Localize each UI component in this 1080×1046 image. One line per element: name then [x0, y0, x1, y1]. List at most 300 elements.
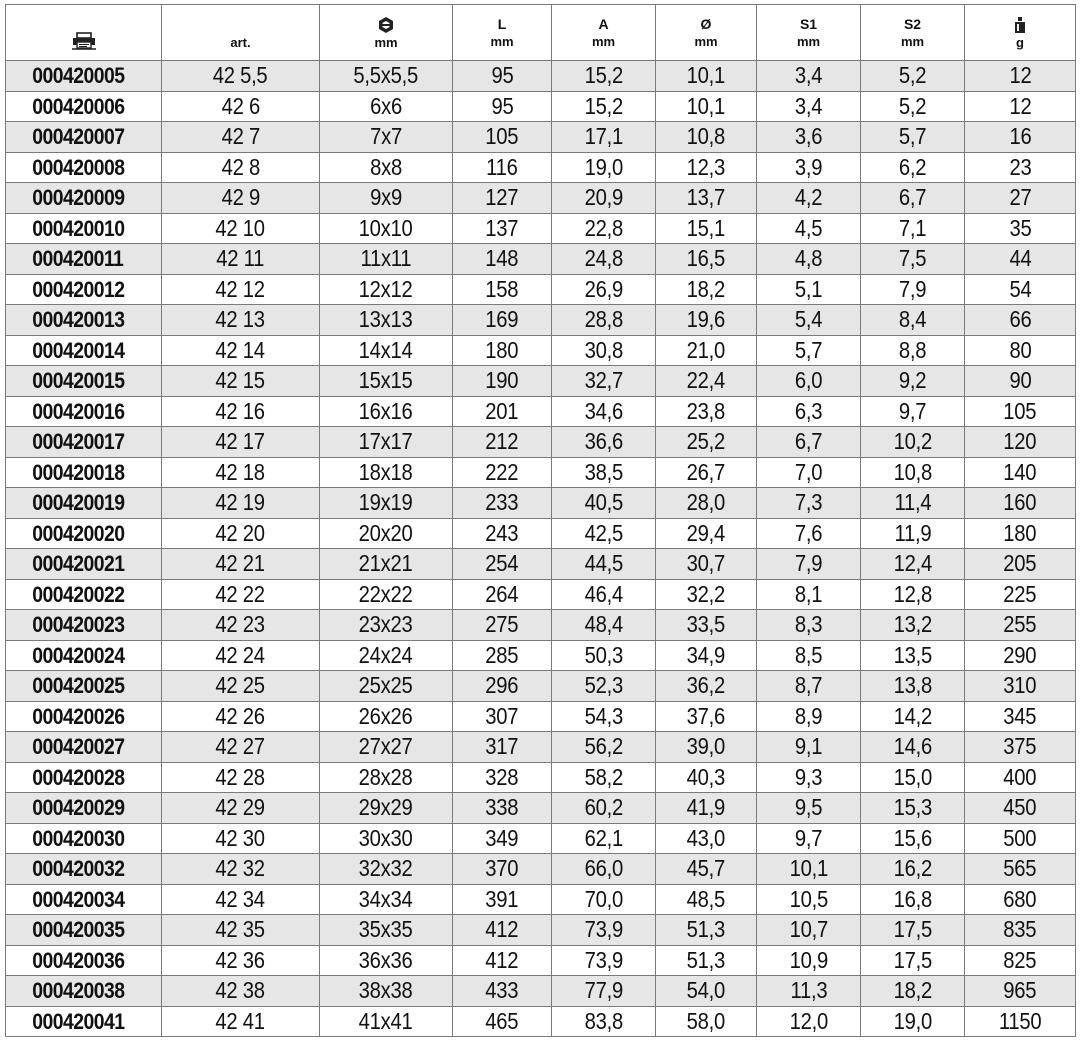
cell-size: 35x35: [320, 915, 453, 946]
cell-s2: 5,2: [861, 61, 965, 92]
cell-article: 42 38: [162, 976, 320, 1007]
table-row: [6, 854, 1076, 885]
cell-code: 000420024: [6, 640, 162, 671]
cell-code: 000420017: [6, 427, 162, 458]
cell-s1: 7,0: [757, 457, 861, 488]
cell-s2: 5,7: [861, 122, 965, 153]
cell-diameter: 22,4: [656, 366, 757, 397]
cell-size: 34x34: [320, 884, 453, 915]
cell-a: 44,5: [552, 549, 656, 580]
cell-s1: 6,0: [757, 366, 861, 397]
cell-length: 95: [453, 91, 552, 122]
cell-diameter: 29,4: [656, 518, 757, 549]
cell-size: 26x26: [320, 701, 453, 732]
cell-weight: 835: [965, 915, 1076, 946]
cell-s1: 4,8: [757, 244, 861, 275]
cell-code: 000420012: [6, 274, 162, 305]
cell-length: 254: [453, 549, 552, 580]
cell-weight: 90: [965, 366, 1076, 397]
cell-s2: 18,2: [861, 976, 965, 1007]
cell-a: 60,2: [552, 793, 656, 824]
cell-weight: 345: [965, 701, 1076, 732]
table-row: [6, 976, 1076, 1007]
cell-size: 24x24: [320, 640, 453, 671]
cell-weight: 27: [965, 183, 1076, 214]
cell-code: 000420009: [6, 183, 162, 214]
cell-weight: 825: [965, 945, 1076, 976]
header-a-label: A: [598, 15, 609, 32]
table-row: [6, 732, 1076, 763]
table-row: [6, 823, 1076, 854]
cell-length: 233: [453, 488, 552, 519]
cell-article: 42 21: [162, 549, 320, 580]
cell-code: 000420007: [6, 122, 162, 153]
cell-s1: 11,3: [757, 976, 861, 1007]
cell-a: 52,3: [552, 671, 656, 702]
cell-article: 42 13: [162, 305, 320, 336]
cell-size: 21x21: [320, 549, 453, 580]
cell-s2: 16,8: [861, 884, 965, 915]
cell-code: 000420011: [6, 244, 162, 275]
cell-weight: 105: [965, 396, 1076, 427]
table-row: [6, 274, 1076, 305]
cell-s1: 9,7: [757, 823, 861, 854]
table-row: [6, 61, 1076, 92]
cell-s2: 9,7: [861, 396, 965, 427]
cell-weight: 16: [965, 122, 1076, 153]
cell-size: 7x7: [320, 122, 453, 153]
cell-s2: 15,3: [861, 793, 965, 824]
cell-s2: 5,2: [861, 91, 965, 122]
cell-s1: 9,5: [757, 793, 861, 824]
cell-size: 12x12: [320, 274, 453, 305]
hex-socket-icon: [320, 14, 452, 34]
cell-article: 42 6: [162, 91, 320, 122]
cell-article: 42 18: [162, 457, 320, 488]
cell-weight: 66: [965, 305, 1076, 336]
cell-article: 42 16: [162, 396, 320, 427]
header-diameter-label: Ø: [700, 15, 712, 32]
cell-s1: 10,9: [757, 945, 861, 976]
table-row: [6, 549, 1076, 580]
cell-article: 42 17: [162, 427, 320, 458]
cell-weight: 500: [965, 823, 1076, 854]
header-length: [453, 5, 552, 61]
cell-a: 73,9: [552, 915, 656, 946]
cell-article: 42 24: [162, 640, 320, 671]
cell-a: 40,5: [552, 488, 656, 519]
cell-article: 42 28: [162, 762, 320, 793]
cell-a: 58,2: [552, 762, 656, 793]
table-row: [6, 762, 1076, 793]
cell-length: 412: [453, 945, 552, 976]
cell-code: 000420021: [6, 549, 162, 580]
header-size: [320, 5, 453, 61]
header-weight-unit: g: [1016, 34, 1024, 50]
cell-article: 42 35: [162, 915, 320, 946]
cell-code: 000420032: [6, 854, 162, 885]
cell-code: 000420019: [6, 488, 162, 519]
cell-diameter: 10,1: [656, 91, 757, 122]
header-diameter: [656, 5, 757, 61]
cell-a: 54,3: [552, 701, 656, 732]
cell-s2: 15,0: [861, 762, 965, 793]
cell-diameter: 45,7: [656, 854, 757, 885]
cell-size: 32x32: [320, 854, 453, 885]
cell-code: 000420005: [6, 61, 162, 92]
cell-s1: 10,5: [757, 884, 861, 915]
cell-length: 285: [453, 640, 552, 671]
cell-weight: 565: [965, 854, 1076, 885]
cell-s1: 3,4: [757, 61, 861, 92]
cell-s1: 8,3: [757, 610, 861, 641]
cell-length: 95: [453, 61, 552, 92]
cell-code: 000420038: [6, 976, 162, 1007]
header-length-label: L: [497, 15, 507, 32]
cell-s1: 5,4: [757, 305, 861, 336]
cell-article: 42 7: [162, 122, 320, 153]
cell-a: 15,2: [552, 61, 656, 92]
cell-a: 42,5: [552, 518, 656, 549]
cell-s2: 6,2: [861, 152, 965, 183]
header-diameter-unit: mm: [694, 33, 718, 49]
cell-diameter: 28,0: [656, 488, 757, 519]
cell-weight: 44: [965, 244, 1076, 275]
header-s1-label: S1: [799, 15, 818, 32]
cell-size: 23x23: [320, 610, 453, 641]
cell-weight: 375: [965, 732, 1076, 763]
cell-size: 10x10: [320, 213, 453, 244]
cell-size: 11x11: [320, 244, 453, 275]
cell-s1: 7,3: [757, 488, 861, 519]
cell-size: 38x38: [320, 976, 453, 1007]
cell-weight: 12: [965, 61, 1076, 92]
cell-s1: 12,0: [757, 1006, 861, 1037]
cell-size: 36x36: [320, 945, 453, 976]
cell-code: 000420010: [6, 213, 162, 244]
cell-article: 42 29: [162, 793, 320, 824]
cell-weight: 400: [965, 762, 1076, 793]
cell-code: 000420020: [6, 518, 162, 549]
cell-length: 370: [453, 854, 552, 885]
cell-weight: 80: [965, 335, 1076, 366]
cell-article: 42 27: [162, 732, 320, 763]
table-row: [6, 91, 1076, 122]
cell-code: 000420023: [6, 610, 162, 641]
cell-diameter: 18,2: [656, 274, 757, 305]
cell-s2: 10,2: [861, 427, 965, 458]
cell-length: 338: [453, 793, 552, 824]
cell-size: 22x22: [320, 579, 453, 610]
header-length-unit: mm: [490, 33, 514, 49]
cell-article: 42 5,5: [162, 61, 320, 92]
cell-s1: 3,9: [757, 152, 861, 183]
cell-weight: 180: [965, 518, 1076, 549]
table-row: [6, 915, 1076, 946]
table-row: [6, 884, 1076, 915]
cell-s1: 8,7: [757, 671, 861, 702]
cell-size: 8x8: [320, 152, 453, 183]
table-body: [6, 61, 1076, 1037]
cell-s1: 6,7: [757, 427, 861, 458]
cell-length: 465: [453, 1006, 552, 1037]
cell-size: 5,5x5,5: [320, 61, 453, 92]
cell-diameter: 43,0: [656, 823, 757, 854]
cell-diameter: 39,0: [656, 732, 757, 763]
cell-a: 17,1: [552, 122, 656, 153]
header-code: [6, 5, 162, 61]
cell-code: 000420016: [6, 396, 162, 427]
cell-size: 20x20: [320, 518, 453, 549]
cell-article: 42 15: [162, 366, 320, 397]
cell-diameter: 25,2: [656, 427, 757, 458]
cell-code: 000420022: [6, 579, 162, 610]
table-row: [6, 671, 1076, 702]
cell-s2: 14,2: [861, 701, 965, 732]
cell-diameter: 58,0: [656, 1006, 757, 1037]
header-s2-label: S2: [903, 15, 922, 32]
cell-s2: 8,4: [861, 305, 965, 336]
cell-weight: 255: [965, 610, 1076, 641]
cell-s1: 10,1: [757, 854, 861, 885]
cell-s2: 12,4: [861, 549, 965, 580]
cell-a: 30,8: [552, 335, 656, 366]
printer-icon: [6, 30, 161, 50]
cell-length: 137: [453, 213, 552, 244]
cell-size: 17x17: [320, 427, 453, 458]
cell-size: 16x16: [320, 396, 453, 427]
cell-diameter: 30,7: [656, 549, 757, 580]
cell-diameter: 15,1: [656, 213, 757, 244]
cell-s2: 9,2: [861, 366, 965, 397]
cell-a: 32,7: [552, 366, 656, 397]
header-s1: [757, 5, 861, 61]
cell-length: 180: [453, 335, 552, 366]
cell-s2: 6,7: [861, 183, 965, 214]
cell-code: 000420013: [6, 305, 162, 336]
cell-a: 34,6: [552, 396, 656, 427]
header-s2: [861, 5, 965, 61]
cell-article: 42 41: [162, 1006, 320, 1037]
cell-diameter: 10,8: [656, 122, 757, 153]
cell-article: 42 19: [162, 488, 320, 519]
cell-s1: 5,7: [757, 335, 861, 366]
cell-diameter: 32,2: [656, 579, 757, 610]
cell-article: 42 36: [162, 945, 320, 976]
cell-weight: 35: [965, 213, 1076, 244]
cell-code: 000420034: [6, 884, 162, 915]
cell-s1: 10,7: [757, 915, 861, 946]
table-row: [6, 457, 1076, 488]
cell-diameter: 21,0: [656, 335, 757, 366]
cell-diameter: 51,3: [656, 945, 757, 976]
cell-s1: 8,1: [757, 579, 861, 610]
cell-weight: 680: [965, 884, 1076, 915]
cell-s2: 12,8: [861, 579, 965, 610]
cell-weight: 450: [965, 793, 1076, 824]
cell-diameter: 26,7: [656, 457, 757, 488]
table-header: [6, 5, 1076, 61]
cell-diameter: 36,2: [656, 671, 757, 702]
cell-a: 48,4: [552, 610, 656, 641]
cell-length: 328: [453, 762, 552, 793]
cell-size: 29x29: [320, 793, 453, 824]
cell-length: 391: [453, 884, 552, 915]
cell-length: 148: [453, 244, 552, 275]
cell-s1: 5,1: [757, 274, 861, 305]
cell-size: 14x14: [320, 335, 453, 366]
cell-weight: 1150: [965, 1006, 1076, 1037]
table-row: [6, 152, 1076, 183]
cell-a: 28,8: [552, 305, 656, 336]
cell-length: 296: [453, 671, 552, 702]
cell-article: 42 25: [162, 671, 320, 702]
cell-diameter: 41,9: [656, 793, 757, 824]
cell-size: 41x41: [320, 1006, 453, 1037]
table-row: [6, 305, 1076, 336]
cell-length: 158: [453, 274, 552, 305]
cell-diameter: 23,8: [656, 396, 757, 427]
cell-a: 62,1: [552, 823, 656, 854]
cell-length: 116: [453, 152, 552, 183]
cell-s2: 17,5: [861, 945, 965, 976]
cell-article: 42 11: [162, 244, 320, 275]
cell-code: 000420015: [6, 366, 162, 397]
cell-code: 000420006: [6, 91, 162, 122]
cell-length: 190: [453, 366, 552, 397]
cell-article: 42 14: [162, 335, 320, 366]
cell-weight: 140: [965, 457, 1076, 488]
cell-s1: 9,3: [757, 762, 861, 793]
cell-article: 42 32: [162, 854, 320, 885]
cell-weight: 120: [965, 427, 1076, 458]
cell-weight: 54: [965, 274, 1076, 305]
cell-a: 50,3: [552, 640, 656, 671]
cell-length: 212: [453, 427, 552, 458]
cell-diameter: 54,0: [656, 976, 757, 1007]
cell-weight: 225: [965, 579, 1076, 610]
cell-a: 36,6: [552, 427, 656, 458]
cell-diameter: 51,3: [656, 915, 757, 946]
cell-a: 46,4: [552, 579, 656, 610]
cell-code: 000420028: [6, 762, 162, 793]
cell-article: 42 22: [162, 579, 320, 610]
cell-diameter: 34,9: [656, 640, 757, 671]
cell-diameter: 33,5: [656, 610, 757, 641]
cell-s2: 7,1: [861, 213, 965, 244]
table-row: [6, 396, 1076, 427]
cell-s2: 15,6: [861, 823, 965, 854]
cell-s2: 11,9: [861, 518, 965, 549]
weight-icon: [965, 14, 1075, 34]
cell-s2: 10,8: [861, 457, 965, 488]
cell-article: 42 23: [162, 610, 320, 641]
cell-s1: 7,9: [757, 549, 861, 580]
cell-a: 83,8: [552, 1006, 656, 1037]
cell-diameter: 12,3: [656, 152, 757, 183]
table-row: [6, 945, 1076, 976]
table-row: [6, 366, 1076, 397]
table-row: [6, 610, 1076, 641]
cell-weight: 23: [965, 152, 1076, 183]
table-row: [6, 244, 1076, 275]
cell-article: 42 34: [162, 884, 320, 915]
cell-diameter: 40,3: [656, 762, 757, 793]
cell-length: 222: [453, 457, 552, 488]
header-s1-unit: mm: [796, 33, 821, 49]
cell-diameter: 19,6: [656, 305, 757, 336]
cell-size: 28x28: [320, 762, 453, 793]
cell-weight: 205: [965, 549, 1076, 580]
cell-s2: 14,6: [861, 732, 965, 763]
cell-s2: 13,8: [861, 671, 965, 702]
cell-article: 42 20: [162, 518, 320, 549]
cell-length: 433: [453, 976, 552, 1007]
cell-a: 56,2: [552, 732, 656, 763]
table-row: [6, 640, 1076, 671]
cell-length: 307: [453, 701, 552, 732]
cell-a: 26,9: [552, 274, 656, 305]
header-weight: [965, 5, 1076, 61]
cell-s2: 13,5: [861, 640, 965, 671]
cell-article: 42 30: [162, 823, 320, 854]
cell-code: 000420035: [6, 915, 162, 946]
cell-code: 000420008: [6, 152, 162, 183]
cell-length: 349: [453, 823, 552, 854]
cell-diameter: 37,6: [656, 701, 757, 732]
table-row: [6, 335, 1076, 366]
cell-length: 105: [453, 122, 552, 153]
cell-weight: 290: [965, 640, 1076, 671]
header-a: [552, 5, 656, 61]
cell-code: 000420029: [6, 793, 162, 824]
cell-article: 42 8: [162, 152, 320, 183]
cell-size: 25x25: [320, 671, 453, 702]
cell-s2: 8,8: [861, 335, 965, 366]
cell-size: 19x19: [320, 488, 453, 519]
table-row: [6, 488, 1076, 519]
product-spec-table: [5, 4, 1076, 1037]
header-a-unit: mm: [591, 33, 616, 49]
cell-a: 38,5: [552, 457, 656, 488]
cell-size: 9x9: [320, 183, 453, 214]
cell-length: 264: [453, 579, 552, 610]
table-row: [6, 793, 1076, 824]
cell-a: 66,0: [552, 854, 656, 885]
cell-s1: 8,9: [757, 701, 861, 732]
cell-weight: 965: [965, 976, 1076, 1007]
cell-weight: 160: [965, 488, 1076, 519]
cell-s1: 9,1: [757, 732, 861, 763]
cell-a: 73,9: [552, 945, 656, 976]
header-s2-unit: mm: [900, 33, 925, 49]
cell-article: 42 26: [162, 701, 320, 732]
cell-length: 412: [453, 915, 552, 946]
cell-diameter: 13,7: [656, 183, 757, 214]
cell-s1: 4,5: [757, 213, 861, 244]
header-article-label: art.: [230, 34, 251, 50]
cell-size: 27x27: [320, 732, 453, 763]
cell-size: 15x15: [320, 366, 453, 397]
cell-diameter: 10,1: [656, 61, 757, 92]
cell-a: 15,2: [552, 91, 656, 122]
cell-s2: 19,0: [861, 1006, 965, 1037]
cell-code: 000420036: [6, 945, 162, 976]
cell-code: 000420025: [6, 671, 162, 702]
cell-s1: 8,5: [757, 640, 861, 671]
header-size-unit: mm: [374, 34, 398, 50]
table-row: [6, 427, 1076, 458]
